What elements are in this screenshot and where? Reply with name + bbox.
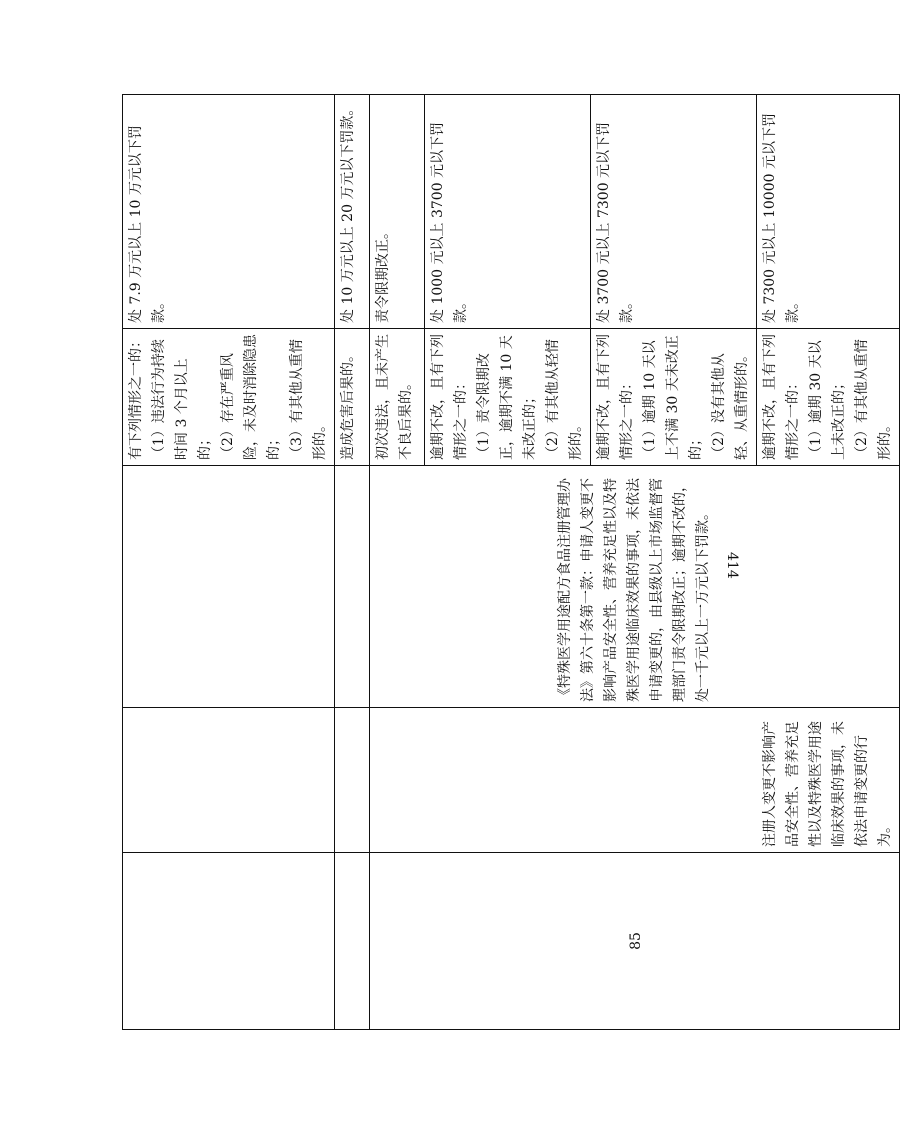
penalty-text: 处 7.9 万元以上 10 万元以下罚款。 xyxy=(128,125,167,323)
condition-text: 逾期不改，且有下列情形之一的： （1）逾期 30 天以上未改正的； （2）有其他从重情形的。 xyxy=(762,334,893,460)
condition-text: 逾期不改，且有下列情形之一的： （1）责令限期改正，逾期不满 10 天未改正的； （2）有其他从轻情形的。 xyxy=(430,334,584,460)
table-row xyxy=(335,95,370,1030)
penalty-cell xyxy=(123,95,335,329)
behavior-cell xyxy=(335,708,370,853)
penalty-cell xyxy=(335,95,370,329)
number-cell xyxy=(335,853,370,1030)
condition-text: 初次违法，且未产生不良后果的。 xyxy=(375,334,414,460)
table-row xyxy=(123,95,335,1030)
condition-text: 逾期不改，且有下列情形之一的： （1）逾期 10 天以上不满 30 天未改正的； （2）没有其他从轻、从重情形的。 xyxy=(596,334,750,460)
condition-cell xyxy=(123,329,335,466)
penalty-text: 处 10 万元以上 20 万元以下罚款。 xyxy=(340,101,356,323)
basis-cell xyxy=(370,466,900,708)
penalty-text: 处 1000 元以上 3700 元以下罚款。 xyxy=(430,121,469,323)
penalty-text: 责令限期改正。 xyxy=(375,225,391,323)
behavior-cell xyxy=(370,708,900,853)
condition-cell xyxy=(425,329,591,466)
penalty-text: 处 7300 元以上 10000 元以下罚款。 xyxy=(762,113,801,323)
basis-text: 《特殊医学用途配方食品注册管理办法》第六十条第一款：申请人变更不影响产品安全性、营养充足性以及特殊医学用途临床效果的事项，未依法申请变更的，由县级以上市场监督管理部门责令限期改正；逾期不改的，处一千元以上一万元以下罚款。 xyxy=(557,478,711,702)
penalty-cell xyxy=(425,95,591,329)
condition-cell xyxy=(591,329,757,466)
penalty-cell xyxy=(757,95,900,329)
item-number-cell xyxy=(370,853,900,1030)
condition-text: 造成危害后果的。 xyxy=(340,348,356,460)
condition-cell xyxy=(370,329,425,466)
basis-cell xyxy=(335,466,370,708)
penalty-text: 处 3700 元以上 7300 元以下罚款。 xyxy=(596,121,635,323)
number-cell xyxy=(123,853,335,1030)
behavior-cell xyxy=(123,708,335,853)
item-number: 85 xyxy=(628,932,644,950)
table-row xyxy=(370,95,425,1030)
behavior-text: 注册人变更不影响产品安全性、营养充足性以及特殊医学用途临床效果的事项，未依法申请变更的行为。 xyxy=(762,721,893,847)
discretion-table xyxy=(122,94,900,1030)
condition-cell xyxy=(757,329,900,466)
penalty-cell xyxy=(370,95,425,329)
page-number: 414 xyxy=(724,552,740,579)
condition-cell xyxy=(335,329,370,466)
penalty-cell xyxy=(591,95,757,329)
basis-cell xyxy=(123,466,335,708)
condition-text: 有下列情形之一的： （1）违法行为持续时间 3 个月以上的； （2）存在严重风险，未及时消除隐患的； （3）有其他从重情形的。 xyxy=(128,334,328,460)
